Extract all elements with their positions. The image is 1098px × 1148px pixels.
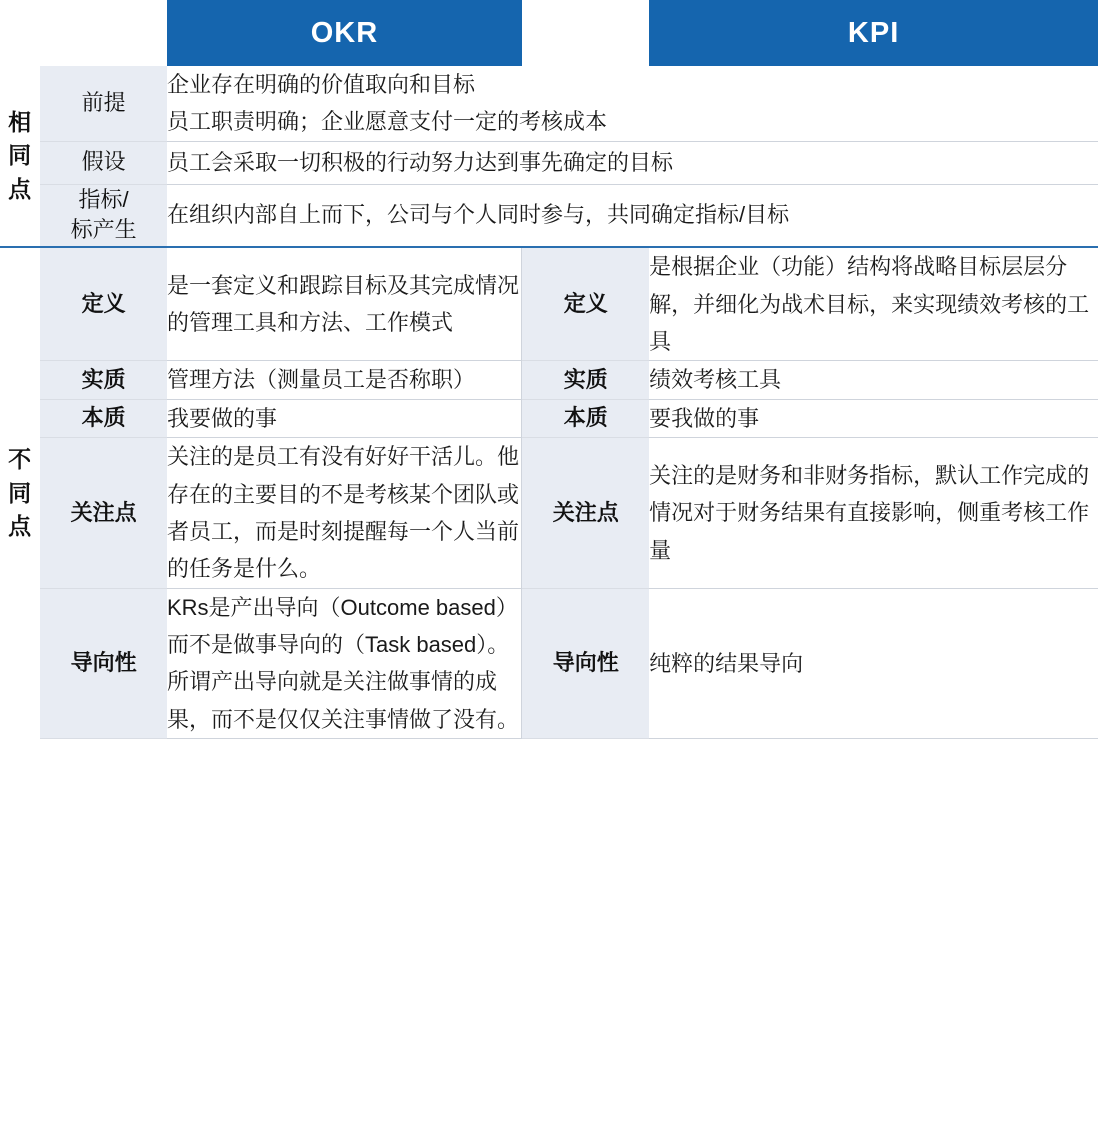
header-separator — [522, 0, 649, 66]
sub-label-okr-substance: 实质 — [40, 361, 167, 399]
sub-label-assumption: 假设 — [40, 141, 167, 184]
header-okr: OKR — [167, 0, 522, 66]
row-premise — [0, 66, 1098, 141]
cell-assumption-content: 员工会采取一切积极的行动努力达到事先确定的目标 — [167, 141, 1098, 184]
cell-kpi-focus: 关注的是财务和非财务指标，默认工作完成的情况对于财务结果有直接影响，侧重考核工作量 — [649, 438, 1098, 589]
row-focus — [0, 438, 1098, 589]
cell-kpi-orientation: 纯粹的结果导向 — [649, 588, 1098, 739]
cell-okr-definition: 是一套定义和跟踪目标及其完成情况的管理工具和方法、工作模式 — [167, 248, 522, 361]
row-essence-method — [0, 361, 1098, 399]
cell-premise-content — [167, 66, 1098, 141]
sub-label-okr-focus: 关注点 — [40, 438, 167, 589]
indicator-sub-line-2: 标产生 — [70, 217, 137, 243]
cell-kpi-substance: 绩效考核工具 — [649, 361, 1098, 399]
cell-indicator-generation-content: 在组织内部自上而下，公司与个人同时参与，共同确定指标/目标 — [167, 184, 1098, 247]
sub-label-okr-nature: 本质 — [40, 399, 167, 437]
group-label-char: 同 — [8, 142, 32, 169]
sub-label-okr-orientation: 导向性 — [40, 588, 167, 739]
cell-okr-nature: 我要做的事 — [167, 399, 522, 437]
sub-label-kpi-substance: 实质 — [522, 361, 649, 399]
cell-okr-orientation: KRs是产出导向（Outcome based）而不是做事导向的（Task based）。所谓产出导向就是关注做事情的成果，而不是仅仅关注事情做了没有。 — [167, 588, 522, 739]
group-label-char: 相 — [8, 109, 32, 136]
indicator-sub-line-1: 指标/ — [78, 186, 129, 212]
premise-line-2: 员工职责明确；企业愿意支付一定的考核成本 — [166, 109, 607, 135]
sub-label-indicator-generation — [40, 184, 167, 247]
sub-label-kpi-definition: 定义 — [522, 248, 649, 361]
cell-kpi-nature: 要我做的事 — [649, 399, 1098, 437]
cell-okr-substance: 管理方法（测量员工是否称职） — [167, 361, 522, 399]
sub-label-kpi-focus: 关注点 — [522, 438, 649, 589]
sub-label-kpi-nature: 本质 — [522, 399, 649, 437]
premise-line-1: 企业存在明确的价值取向和目标 — [166, 72, 475, 97]
group-label-char: 点 — [8, 513, 32, 540]
group-label-char: 点 — [8, 175, 32, 202]
cell-kpi-definition: 是根据企业（功能）结构将战略目标层层分解，并细化为战术目标，来实现绩效考核的工具 — [649, 248, 1098, 361]
header-corner-cell — [0, 0, 167, 66]
header-kpi: KPI — [649, 0, 1098, 66]
cell-okr-focus: 关注的是员工有没有好好干活儿。他存在的主要目的不是考核某个团队或者员工，而是时刻提醒每一个人当前的任务是什么。 — [167, 438, 522, 589]
sub-label-premise: 前提 — [40, 66, 167, 141]
row-nature — [0, 399, 1098, 437]
row-orientation — [0, 588, 1098, 739]
group-label-char: 同 — [8, 479, 32, 506]
sub-label-okr-definition: 定义 — [40, 248, 167, 361]
group-label-differences — [0, 248, 40, 739]
row-definition — [0, 248, 1098, 361]
table-header-row — [0, 0, 1098, 66]
row-assumption — [0, 141, 1098, 184]
group-label-similarities — [0, 66, 40, 247]
group-label-char: 不 — [8, 446, 32, 473]
row-indicator-generation — [0, 184, 1098, 247]
sub-label-kpi-orientation: 导向性 — [522, 588, 649, 739]
